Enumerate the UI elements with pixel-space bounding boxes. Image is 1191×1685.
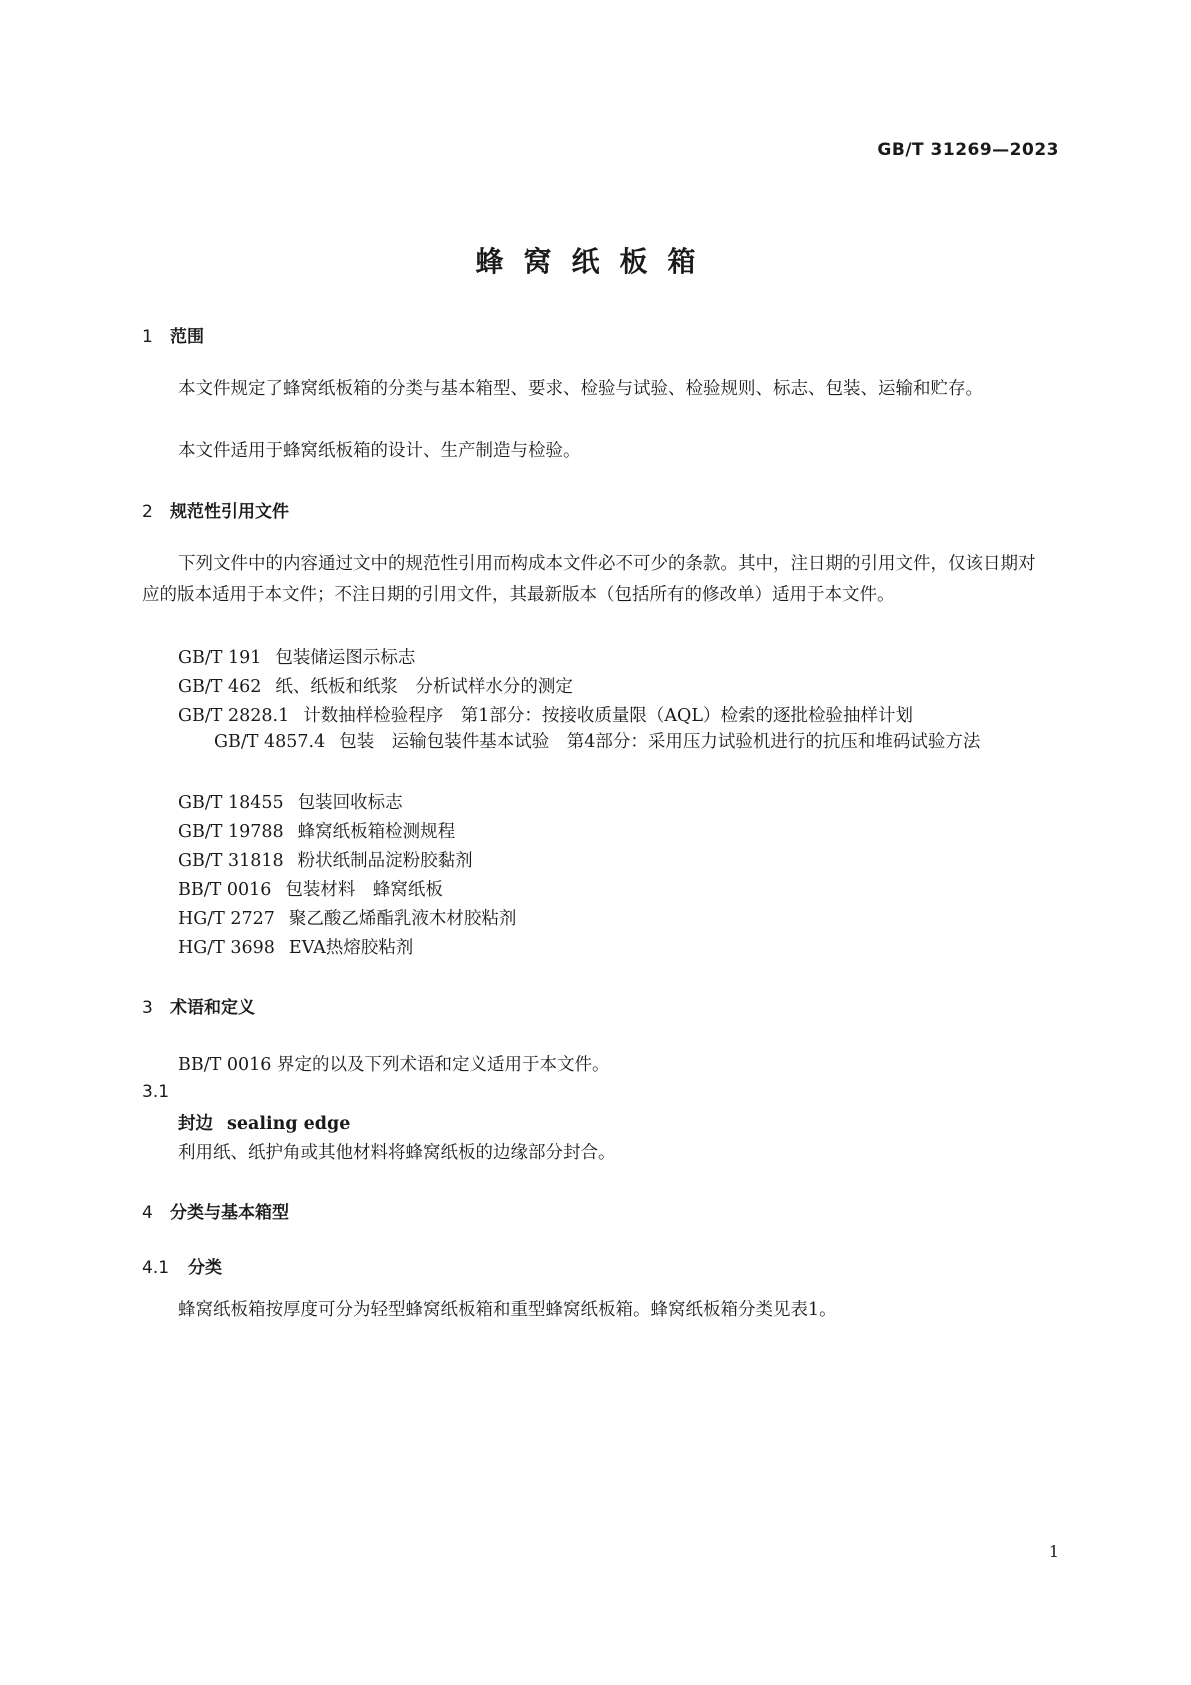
section-2-intro: 下列文件中的内容通过文中的规范性引用而构成本文件必不可少的条款。其中，注日期的引用文件，仅该日期对应的版本适用于本文件；不注日期的引用文件，其最新版本（包括所有的修改单）适用于本文件。: [142, 554, 1036, 605]
section-3-intro: BB/T 0016 界定的以及下列术语和定义适用于本文件。: [178, 1055, 610, 1075]
reference-item: [178, 644, 415, 669]
reference-title: 包装 运输包装件基本试验 第4部分：采用压力试验机进行的抗压和堆码试验方法: [339, 732, 981, 752]
reference-code: GB/T 462: [178, 677, 262, 697]
section-title: 分类与基本箱型: [170, 1203, 289, 1223]
reference-title: 粉状纸制品淀粉胶黏剂: [297, 851, 473, 871]
reference-title: 包装储运图示标志: [275, 648, 416, 668]
section-number: 1: [142, 327, 153, 347]
reference-title: 纸、纸板和纸浆 分析试样水分的测定: [275, 677, 573, 697]
reference-item: [178, 673, 573, 698]
reference-item: [178, 876, 443, 901]
reference-item: [178, 905, 516, 930]
reference-title: 计数抽样检验程序 第1部分：按接收质量限（AQL）检索的逐批检验抽样计划: [303, 706, 913, 726]
clause-number: 3.1: [142, 1082, 170, 1102]
reference-item: [178, 818, 455, 843]
section-1-heading: [142, 322, 204, 347]
term-definition: 利用纸、纸护角或其他材料将蜂窝纸板的边缘部分封合。: [178, 1143, 616, 1163]
term-entry: [178, 1110, 350, 1135]
section-4-heading: [142, 1198, 289, 1223]
subsection-title: 分类: [188, 1258, 222, 1278]
document-number: GB/T 31269—2023: [877, 140, 1059, 160]
subsection-4-1-heading: [142, 1253, 222, 1278]
reference-code: GB/T 2828.1: [178, 706, 290, 726]
reference-code: GB/T 31818: [178, 851, 284, 871]
page-number: 1: [1048, 1542, 1059, 1561]
section-4-paragraph: 蜂窝纸板箱按厚度可分为轻型蜂窝纸板箱和重型蜂窝纸板箱。蜂窝纸板箱分类见表1。: [178, 1300, 837, 1320]
reference-item: [142, 727, 1049, 758]
reference-title: 蜂窝纸板箱检测规程: [297, 822, 456, 842]
term-chinese: 封边: [178, 1114, 213, 1134]
section-2-heading: [142, 497, 289, 522]
reference-title: 聚乙酸乙烯酯乳液木材胶粘剂: [288, 909, 517, 929]
section-title: 范围: [170, 327, 204, 347]
reference-item: [178, 934, 413, 959]
section-title: 规范性引用文件: [170, 502, 289, 522]
section-number: 3: [142, 998, 153, 1018]
section-1-paragraph-2: 本文件适用于蜂窝纸板箱的设计、生产制造与检验。: [178, 441, 581, 461]
section-title: 术语和定义: [170, 998, 255, 1018]
reference-code: GB/T 191: [178, 648, 262, 668]
reference-title: 包装材料 蜂窝纸板: [285, 880, 443, 900]
subsection-number: 4.1: [142, 1258, 170, 1278]
reference-code: HG/T 2727: [178, 909, 275, 929]
term-english: sealing edge: [227, 1114, 351, 1134]
reference-title: EVA热熔胶粘剂: [288, 938, 414, 958]
reference-item: [178, 847, 473, 872]
reference-item: [178, 789, 403, 814]
reference-code: GB/T 18455: [178, 793, 284, 813]
reference-code: BB/T 0016: [178, 880, 272, 900]
reference-code: HG/T 3698: [178, 938, 275, 958]
section-1-paragraph-1: 本文件规定了蜂窝纸板箱的分类与基本箱型、要求、检验与试验、检验规则、标志、包装、运输和贮存。: [178, 379, 983, 399]
section-number: 2: [142, 502, 153, 522]
page-title: 蜂窝纸板箱: [475, 245, 716, 278]
section-number: 4: [142, 1203, 153, 1223]
reference-title: 包装回收标志: [297, 793, 403, 813]
reference-item: [178, 702, 913, 727]
section-3-heading: [142, 993, 255, 1018]
reference-code: GB/T 4857.4: [214, 732, 326, 752]
reference-code: GB/T 19788: [178, 822, 284, 842]
